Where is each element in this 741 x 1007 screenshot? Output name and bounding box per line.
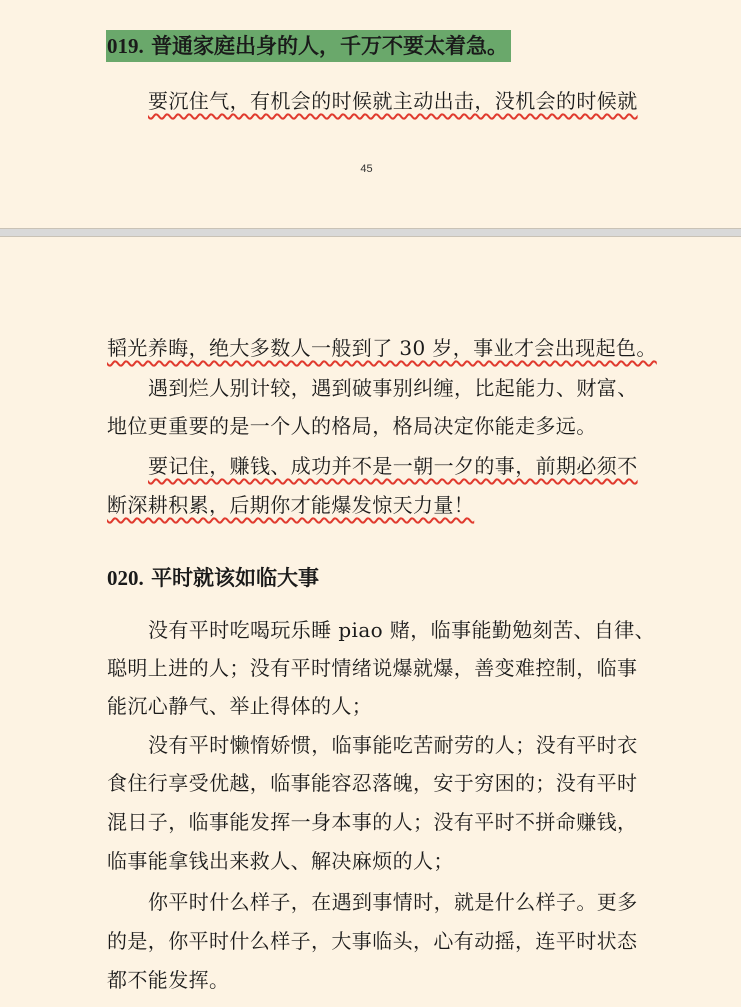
- page-number: 45: [360, 163, 373, 175]
- section-heading-019: [106, 30, 511, 62]
- paragraph-line: 聪明上进的人；没有平时情绪说爆就爆，善变难控制，临事: [107, 656, 638, 680]
- paragraph-line: 你平时什么样子，在遇到事情时，就是什么样子。更多: [148, 890, 638, 914]
- paragraph-line: 断深耕积累，后期你才能爆发惊天力量！: [107, 493, 475, 517]
- heading-number: 020.: [107, 566, 144, 590]
- paragraph-line: 能沉心静气、举止得体的人；: [107, 694, 373, 718]
- paragraph-line: 要沉住气，有机会的时候就主动出击，没机会的时候就: [148, 89, 638, 113]
- paragraph-line: 没有平时吃喝玩乐睡 piao 赌，临事能勤勉刻苦、自律、: [148, 618, 656, 642]
- paragraph-line: 地位更重要的是一个人的格局，格局决定你能走多远。: [107, 414, 597, 438]
- heading-text: 平时就该如临大事: [151, 566, 320, 590]
- paragraph-line: 都不能发挥。: [107, 968, 230, 992]
- paragraph-line: 韬光养晦，绝大多数人一般到了 30 岁，事业才会出现起色。: [107, 336, 657, 360]
- heading-number: 019.: [107, 34, 144, 58]
- document-page-46: [0, 236, 741, 1007]
- paragraph-line: 遇到烂人别计较，遇到破事别纠缠，比起能力、财富、: [148, 376, 638, 400]
- document-page-45: [0, 0, 741, 229]
- paragraph-line: 的是，你平时什么样子，大事临头，心有动摇，连平时状态: [107, 929, 638, 953]
- heading-text: 普通家庭出身的人，千万不要太着急。: [151, 34, 509, 58]
- section-heading-020: [107, 562, 319, 594]
- paragraph-line: 临事能拿钱出来救人、解决麻烦的人；: [107, 849, 454, 873]
- paragraph-line: 食住行享受优越，临事能容忍落魄，安于穷困的；没有平时: [107, 771, 638, 795]
- paragraph-line: 没有平时懒惰娇惯，临事能吃苦耐劳的人；没有平时衣: [148, 733, 638, 757]
- paragraph-line: 要记住，赚钱、成功并不是一朝一夕的事，前期必须不: [148, 454, 638, 478]
- paragraph-line: 混日子，临事能发挥一身本事的人；没有平时不拼命赚钱，: [107, 810, 638, 834]
